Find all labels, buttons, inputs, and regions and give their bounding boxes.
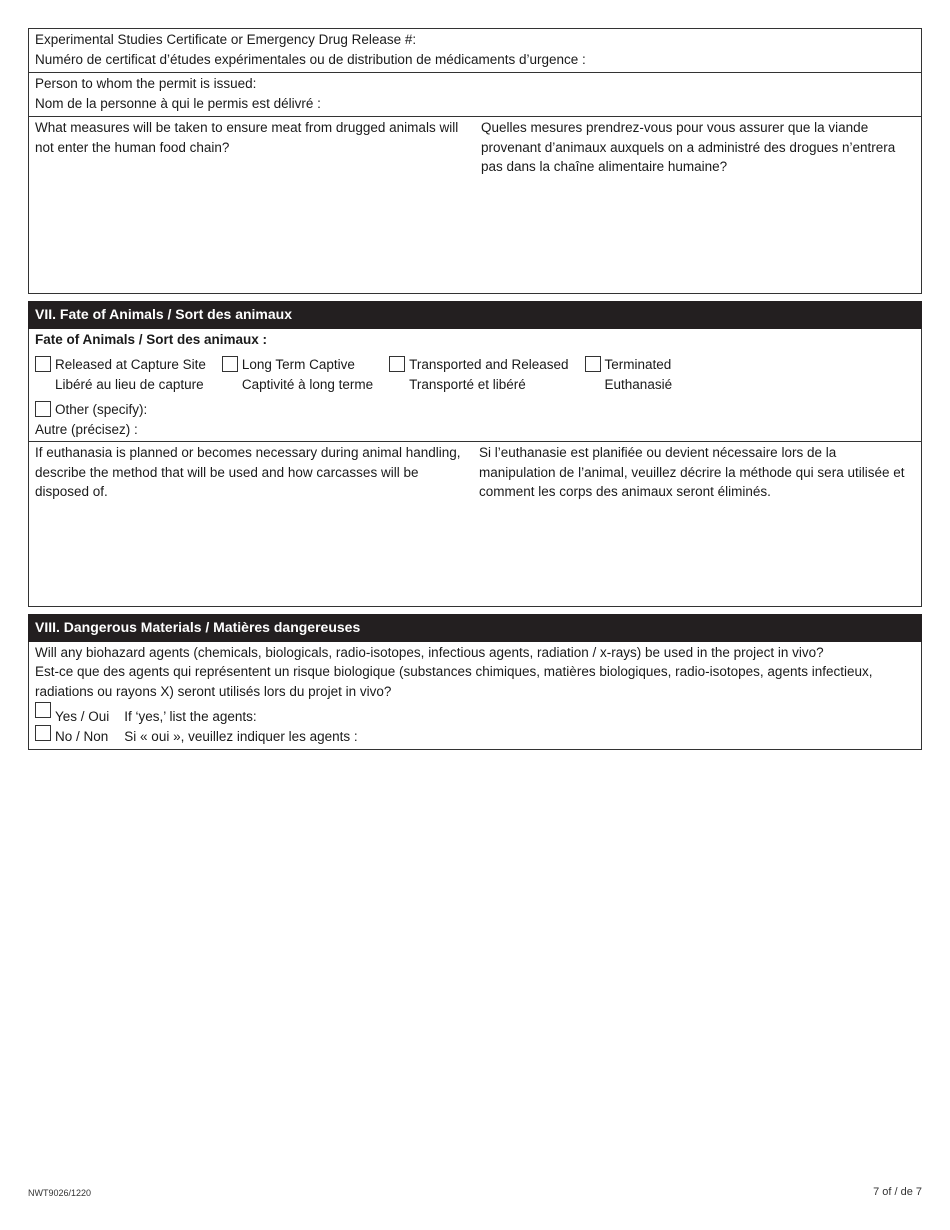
section-7-body	[28, 329, 922, 608]
permit-person-label-fr: Nom de la personne à qui le permis est délivré :	[35, 95, 321, 111]
biohazard-question-en: Will any biohazard agents (chemicals, biologicals, radio-isotopes, infectious agents, radiation / x-rays) be used in the project in vivo?	[35, 644, 824, 660]
no-checkbox[interactable]	[35, 725, 51, 741]
yes-no-row	[29, 701, 921, 749]
option-other	[29, 394, 921, 441]
option-terminated[interactable]: Terminated Euthanasié	[585, 355, 673, 394]
section-8-body	[28, 642, 922, 751]
yes-checkbox[interactable]	[35, 702, 51, 718]
certificate-label-en: Experimental Studies Certificate or Emergency Drug Release #:	[35, 32, 417, 47]
permit-person-field[interactable]	[28, 72, 922, 116]
long-term-checkbox[interactable]	[222, 356, 238, 372]
meat-question-en: What measures will be taken to ensure meat from drugged animals will not enter the human food chain?	[35, 120, 459, 155]
certificate-field[interactable]	[28, 28, 922, 72]
no-option[interactable]	[35, 727, 109, 747]
option-released-at-capture[interactable]: Released at Capture Site Libéré au lieu de capture	[35, 355, 206, 394]
section-7-header: VII. Fate of Animals / Sort des animaux	[28, 301, 922, 329]
agents-label-fr: Si « oui », veuillez indiquer les agents :	[124, 728, 358, 744]
section-8-header: VIII. Dangerous Materials / Matières dangereuses	[28, 614, 922, 642]
released-checkbox[interactable]	[35, 356, 51, 372]
biohazard-question-fr: Est-ce que des agents qui représentent un risque biologique (substances chimiques, matières biologiques, radio-isotopes, agents infectieux, radiations ou rayons X) seront utilisés lors du projet in vivo?	[35, 664, 873, 699]
transported-checkbox[interactable]	[389, 356, 405, 372]
certificate-label-fr: Numéro de certificat d’études expérimentales ou de distribution de médicaments d’urgence :	[35, 51, 586, 67]
agents-label-en: If ‘yes,’ list the agents:	[124, 709, 257, 724]
euthanasia-question-en: If euthanasia is planned or becomes necessary during animal handling, describe the method that will be used and how carcasses will be disposed of.	[35, 445, 461, 499]
page-number: 7 of / de 7	[873, 1186, 922, 1198]
fate-subheading: Fate of Animals / Sort des animaux :	[35, 331, 268, 347]
meat-question-fr: Quelles mesures prendrez-vous pour vous assurer que la viande provenant d’animaux auxquels on a administré des drogues n’entrera pas dans la chaîne alimentaire humaine?	[481, 120, 896, 174]
fate-options	[29, 349, 921, 394]
meat-measures-field[interactable]	[28, 116, 922, 294]
terminated-checkbox[interactable]	[585, 356, 601, 372]
form-code: NWT9026/1220	[28, 1188, 92, 1198]
permit-person-label-en: Person to whom the permit is issued:	[35, 76, 257, 91]
no-label: No / Non	[55, 728, 109, 744]
form-page	[28, 28, 922, 750]
option-transported-released[interactable]: Transported and Released Transporté et libéré	[389, 355, 568, 394]
euthanasia-question-fr: Si l’euthanasie est planifiée ou devient nécessaire lors de la manipulation de l’animal, veuillez décrire la méthode qui sera utilisée et comment les corps des animaux seront éliminés.	[479, 445, 905, 499]
other-checkbox[interactable]	[35, 401, 51, 417]
option-long-term-captive[interactable]: Long Term Captive Captivité à long terme	[222, 355, 373, 394]
yes-label: Yes / Oui	[55, 709, 110, 724]
other-option[interactable]: Other (specify): Autre (précisez) :	[35, 402, 148, 437]
euthanasia-field[interactable]	[29, 441, 921, 606]
